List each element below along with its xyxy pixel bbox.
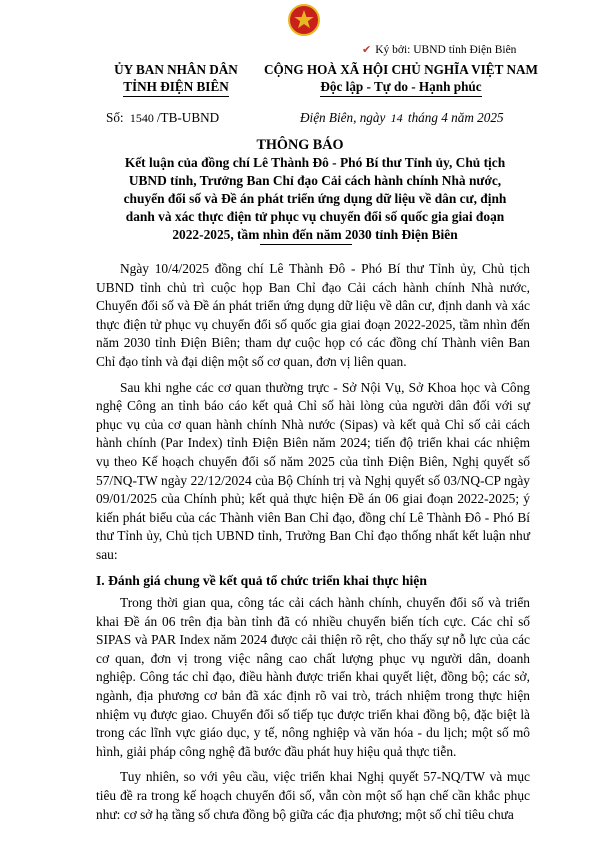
date-rest: tháng 4 năm 2025 [407,110,504,125]
doc-number-value: 1540 [129,111,154,125]
body-paragraph: Ngày 10/4/2025 đồng chí Lê Thành Đô - Phó Bí thư Tỉnh ủy, Chủ tịch UBND tỉnh chủ trì cuộc họp Ban Chỉ đạo Cải cách hành chính Nhà nước, Chuyển đổi số và Đề án phát triển ứng dụng dữ liệu về dân cư, định danh và xác thực điện tử phục vụ chuyển đổi số quốc gia giai đoạn 2022-2025, tầm nhìn đến năm 2030 tỉnh Điện Biên; tham dự cuộc họp có các đồng chí Thành viên Ban Chỉ đạo tỉnh và đại diện một số cơ quan, đơn vị liên quan. [96,261,530,369]
document-title: THÔNG BÁO [256,137,344,153]
nation-header [254,61,548,97]
document-number [106,110,219,126]
doc-number-suffix: /TB-UBND [156,110,220,125]
nation-line1: CỘNG HOÀ XÃ HỘI CHỦ NGHĨA VIỆT NAM [264,62,538,77]
issuer-header [96,61,256,97]
signature-label: Ký bởi: UBND tỉnh Điện Biên [375,43,517,56]
issuer-line1: ỦY BAN NHÂN DÂN [114,62,238,77]
doc-number-prefix: Số: [106,110,124,125]
body-paragraph: Trong thời gian qua, công tác cải cách hành chính, chuyển đổi số và triển khai Đề án 06 trên địa bàn tỉnh đã có nhiều chuyển biến tích cực. Các chỉ số SIPAS và PAR Index năm 2024 được cải thiện rõ rệt, cho thấy sự nỗ lực của các cơ quan, đơn vị trong việc nâng cao chất lượng phục vụ người dân, doanh nghiệp. Công tác chỉ đạo, điều hành được triển khai quyết liệt, đồng bộ; các sở, ngành, địa phương cơ bản đã xác định rõ vai trò, trách nhiệm trong thực hiện nhiệm vụ được giao. Chuyển đổi số tiếp tục được triển khai đồng bộ, đặc biệt là trong các lĩnh vực giáo dục, y tế, nông nghiệp và văn hóa - du lịch; một số mô hình, giải pháp công nghệ đã bước đầu phát huy hiệu quả thực tiễn. [96,595,530,759]
date-place: Điện Biên, ngày [300,110,386,125]
date-day: 14 [390,111,403,125]
body-paragraph: Sau khi nghe các cơ quan thường trực - Sở Nội Vụ, Sở Khoa học và Công nghệ Công an tỉnh báo cáo kết quả Chỉ số hài lòng của người dân đối với sự phục vụ của cơ quan hành chính Nhà nước (Sipas) và kết quả Chỉ số cải cách hành chính (Par Index) tỉnh Điện Biên năm 2024; tiến độ triển khai các nhiệm vụ theo Kế hoạch chuyển đổi số năm 2025 của tỉnh Điện Biên, Nghị quyết số 57/NQ-TW ngày 22/12/2024 của Bộ Chính trị và Nghị quyết số 03/NQ-CP ngày 09/01/2025 của Chính phủ; kết quả thực hiện Đề án 06 giai đoạn 2022-2025; ý kiến phát biểu của các Thành viên Ban Chỉ đạo, đồng chí Lê Thành Đô - Phó Bí thư Tỉnh ủy, Chủ tịch UBND tỉnh, Trưởng Ban Chỉ đạo thống nhất kết luận như sau: [96,379,530,562]
title-divider [260,244,352,245]
section-heading: I. Đánh giá chung về kết quả tổ chức triển khai thực hiện [96,572,427,588]
signature-check-icon: ✔ [362,44,372,56]
digital-signature [362,43,516,56]
body-paragraph: Tuy nhiên, so với yêu cầu, việc triển khai Nghị quyết 57-NQ/TW và mục tiêu đề ra trong kế hoạch chuyển đổi số, vẫn còn một số hạn chế cần khắc phục như: cơ sở hạ tầng số chưa đồng bộ giữa các địa phương; một số chỉ tiêu chưa [96,769,530,822]
date-line [300,110,504,126]
document-body [96,260,530,831]
national-emblem [288,4,320,36]
document-subtitle: Kết luận của đồng chí Lê Thành Đô - Phó Bí thư Tỉnh ủy, Chủ tịch UBND tỉnh, Trưởng Ban Chỉ đạo Cải cách hành chính Nhà nước, chuyển đổi số và Đề án phát triển ứng dụng dữ liệu về dân cư, định danh và xác thực điện tử phục vụ chuyển đổi số quốc gia giai đoạn 2022-2025, tầm nhìn đến năm 2030 tỉnh Điện Biên [123,155,507,242]
issuer-line2: TỈNH ĐIỆN BIÊN [123,78,229,97]
nation-motto: Độc lập - Tự do - Hạnh phúc [320,78,481,97]
